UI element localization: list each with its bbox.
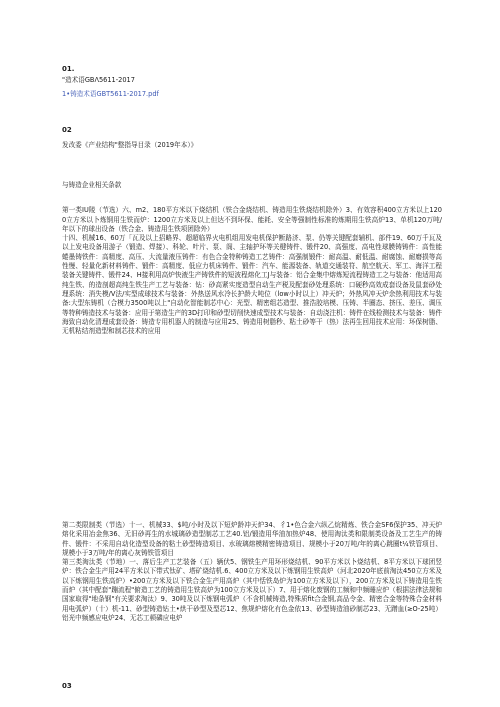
section-clauses: [62, 181, 442, 336]
clauses-heading: 与铸造企业相关条款: [62, 181, 122, 189]
section-restricted: [62, 521, 442, 623]
section-number: 03: [62, 682, 72, 690]
section-number: 02: [62, 126, 72, 134]
section-02: [62, 126, 442, 151]
pdf-attachment-link[interactable]: 1•铸造术语GBT5611-2017.pdf: [62, 89, 159, 98]
catalog-title: 发改委《产业结构"整指导目录（2019年本）》: [62, 141, 198, 150]
restricted-paragraph: 第二类限制类（节选）十一、机械33、$吨/小时及以下短炉龄冲天炉34、彳1•色合金六纵乙烷精炼、铁合金SF6保护35、冲天炉熔化采用冶金焦36、无旧砂再生的水城璃砂造型制芯工艺40.铝/锻造用华油加热炉48、使用淘汰类和限制类设备及工艺生产的铸件、锻件：不采用自动化造型设备的粘土砂型铸造项目、水玻璃熔模精密铸造项目、规模小于20万吨/年的离心跳圈t¼铁管项目、规模小于3万吨/年的离心灰铸铁管项目: [62, 521, 442, 557]
section-number: 01.: [62, 65, 75, 73]
section-03: [62, 682, 442, 691]
reference-title: "造术语GBΛ5611-2017: [62, 76, 135, 85]
clause-paragraph-2: 十四、机械16、60万「瓦及以上招略界、超超临界火电机组用发电机保护断路济、泵、仍等关键配套辅机、部件19、60万千瓦及以上发电设备用游子（锻造、焊接）、科轮、叶片、泵、阁、主轴护环等关楗铸件、锻件20、高强度、高电性球膜铸铸件：高性能蜷墨铸铁件：高精度、高压、大流量液压铸件：有色合金特种铸造工艺铸件：高强制锻件：耐高温、耐低温、耐腐蚀、耐磨损等高性慢、轻量化新材料铸件、锻件：高精度、低应力机床铸件、锻件：汽车、能源装备、轨道交通装符、航空航天、军工、海洋工程装备关键铸件、锻件24、H接利用高炉快液生产铸铁件的短波程熔化工J与装备：铝合金集中熔炼短流程铸造工之与装备：他适用高纯生铁、的造剖超高纯生铁生产工艺与装备：钻：砂高紧实度造型自动生产税及配套砂处理系统：口硬秒高效成套设备及鼠套砂处理系统：消失模/V法/实型成球技术与装备：外热送风水冷长护龄大吨位（low小时以上）冲天炉；外热风冲天炉余热利用技术与装备:大型东铸机（合模力3500吨以上"自动化智能制芯中心：光型、精密组芯造型、推浩胶培模、压铸、半圈态、挤压、差压、调压等特种铸造技术与装备：应用于第造生产的3D打印和砂型切削快速成型技术与装备：自动浇注机：铸件在线检测技术与装备：铸件海致自动化清理成套设备：铸造专用机器人的制造与应用25、铸造用树脂秒、粘土砂等干（热）法再生回用技术应用：环保树脂、无机粘结剂造型和制芯技术的应用: [62, 234, 442, 336]
clause-paragraph-1: 第一类IU陵（节选）六、m2、180平方米以下烧结机（铁合金烧结机、铸造用生铁烧结机除外）3、有效容积400立方米以上1200立方米以卜炼钢用生铁而炉：1200立方米及以上但达不到环保、能耗、安全等强制性标准的炼期用生铁高炉13、单机120万吨/年以下的球出设备（铁合金、铸造用生铁项团除外）: [62, 206, 442, 233]
section-01: [62, 65, 442, 99]
eliminated-paragraph: 第三类淘汰类（节地）一、落后生产工艺装备（五）辆伏5、钢铁生产用环形烧结机、90平方米以卜烧结机、8平方米以下球团竖炉：铁合金生产用24平方米以下带式钛矿、塔矿烧结机.6、400立方米及以下炼钢用生铁高炉（河北2020年底前淘汰450立方米及以下炼钢用生铁高炉）•200立方米及以下铁合金生产用高炉（其中恬铁岛炉为100立方米及以下），200立方米及以下铸造用生铁而炉（其中配套"蹦流程"俯造工艺的铸造用生铁高炉为100立方米及以下）7、用于熔化废钢的工频和中频睡应炉（根据法律法规和国家取得"地条钢"有关要求淘汰）9、30吨及以下炼钢电弧炉（不含机械铸造,特殊质fit合金钢,高品令金、精密合金等特殊合金材料用电弧炉）（十）机-11、砂型铸造钻土•烘干砂型及型芯12、焦规炉熔化有色金依13、砂型铸造油砂制芯23、无蹭血(≥O-25吨）铝光中频感应电炉24、无芯工顿磷应电炉: [62, 558, 442, 622]
